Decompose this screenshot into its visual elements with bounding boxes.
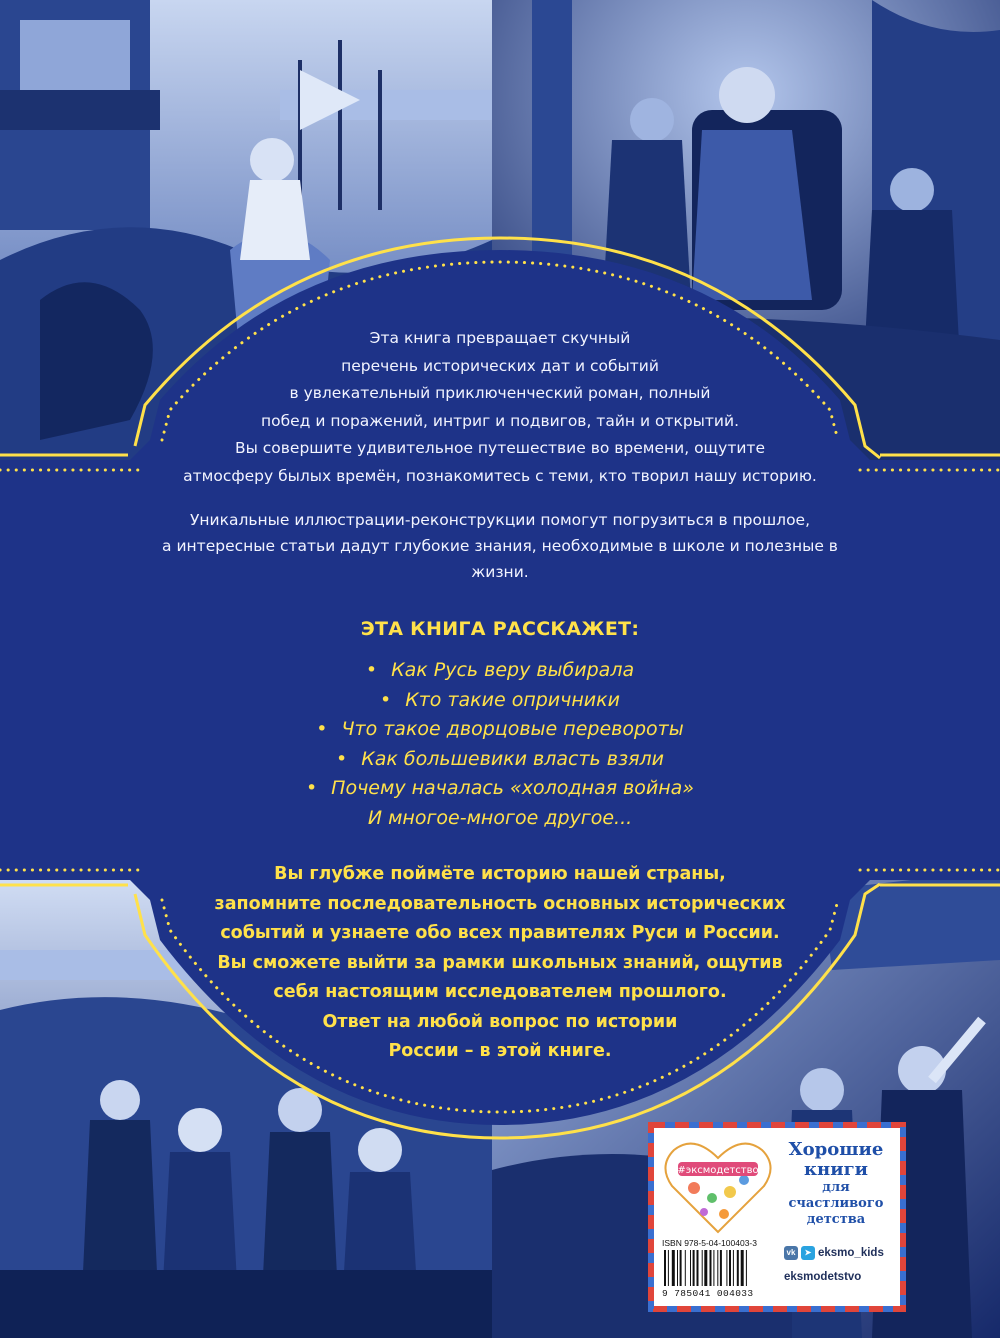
closing-line: событий и узнаете обо всех правителях Руси и России.	[220, 923, 780, 943]
back-cover-text	[160, 325, 840, 1067]
topic-label: Как большевики власть взяли	[361, 747, 664, 770]
barcode-bar	[668, 1250, 669, 1286]
barcode-bar	[672, 1250, 675, 1286]
barcode-bar	[717, 1250, 718, 1286]
closing-line: Вы сможете выйти за рамки школьных знаний, ощутив	[217, 952, 783, 973]
bullet-icon: •	[316, 718, 328, 740]
vk-icon: vk	[784, 1246, 798, 1260]
closing-line: Вы глубже поймёте историю нашей страны,	[274, 864, 726, 884]
publisher-card	[648, 1122, 906, 1312]
tagline-line: Хорошие	[788, 1139, 884, 1160]
barcode-bar	[702, 1250, 703, 1286]
topic-item	[160, 686, 840, 716]
intro-line: в увлекательный приключенческий роман, полный	[289, 384, 711, 402]
tagline-line: детства	[806, 1212, 866, 1227]
closing-line: запомните последовательность основных исторических	[214, 893, 786, 914]
barcode-bar	[710, 1250, 712, 1286]
intro-line: атмосферу былых времён, познакомитесь с теми, кто творил нашу историю.	[183, 466, 817, 485]
topic-item	[160, 715, 840, 745]
barcode-bar	[680, 1250, 682, 1286]
bullet-icon: •	[336, 747, 348, 770]
isbn-label: ISBN 978-5-04-100403-3	[662, 1238, 757, 1248]
intro-line: Эта книга превращает скучный	[369, 329, 631, 347]
barcode-bar	[664, 1250, 666, 1286]
bullet-icon: •	[365, 659, 378, 681]
barcode-digits: 9 785041 004033	[662, 1288, 754, 1299]
topic-label: Кто такие опричники	[405, 688, 620, 711]
illustrations-paragraph	[160, 507, 840, 585]
topic-label: Как Русь веру выбирала	[391, 659, 635, 681]
barcode-bar	[746, 1250, 747, 1286]
hashtag-text: #эксмодетство	[677, 1165, 759, 1176]
intro2-line: Уникальные иллюстрации-реконструкции помогут погрузиться в прошлое,	[189, 511, 811, 529]
barcode-bar	[733, 1250, 734, 1286]
barcode-bar	[737, 1250, 739, 1286]
topic-item	[160, 656, 840, 686]
barcode-bar	[693, 1250, 695, 1286]
telegram-icon: ➤	[801, 1246, 815, 1260]
bullet-icon: •	[380, 688, 392, 711]
topics-list	[160, 656, 840, 833]
topics-heading: ЭТА КНИГА РАССКАЖЕТ:	[360, 618, 640, 640]
intro-paragraph	[160, 325, 840, 490]
tagline-line: для счастливого	[788, 1180, 884, 1211]
intro-line: Вы совершите удивительное путешествие во времени, ощутите	[234, 439, 765, 457]
barcode-bar	[697, 1250, 699, 1286]
barcode-bar	[729, 1250, 731, 1286]
tagline	[778, 1140, 894, 1228]
social-row[interactable]	[784, 1244, 896, 1262]
closing-line: себя настоящим исследователем прошлого.	[273, 982, 727, 1002]
barcode-bar	[690, 1250, 691, 1286]
intro-line: побед и поражений, интриг и подвигов, тайн и открытий.	[260, 411, 740, 430]
closing-line: Ответ на любой вопрос по истории	[322, 1011, 678, 1032]
intro2-line: а интересные статьи дадут глубокие знания, необходимые в школе и полезные в жизни.	[162, 537, 838, 581]
topic-label: Почему началась «холодная война»	[331, 777, 695, 799]
social-links	[784, 1244, 896, 1292]
barcode	[662, 1250, 776, 1288]
topic-label: Что такое дворцовые перевороты	[341, 718, 684, 740]
tagline-line: книги	[804, 1159, 868, 1180]
social-handle: eksmodetstvo	[784, 1271, 862, 1283]
barcode-bar	[741, 1250, 744, 1286]
closing-line: России – в этой книге.	[388, 1041, 612, 1061]
barcode-bar	[713, 1250, 714, 1286]
social-handle: eksmo_kids	[818, 1247, 884, 1259]
barcode-bar	[726, 1250, 727, 1286]
intro-line: перечень исторических дат и событий	[341, 356, 659, 375]
closing-paragraph	[160, 860, 840, 1067]
barcode-bar	[677, 1250, 678, 1286]
barcode-bar	[704, 1250, 707, 1286]
barcode-bar	[720, 1250, 722, 1286]
topic-item	[160, 745, 840, 775]
bullet-icon: •	[305, 777, 318, 799]
barcode-bar	[685, 1250, 686, 1286]
social-row[interactable]	[784, 1268, 896, 1286]
topic-item	[160, 774, 840, 804]
heart-logo	[664, 1136, 772, 1236]
topic-item-tail: И многое-многое другое...	[367, 806, 633, 829]
